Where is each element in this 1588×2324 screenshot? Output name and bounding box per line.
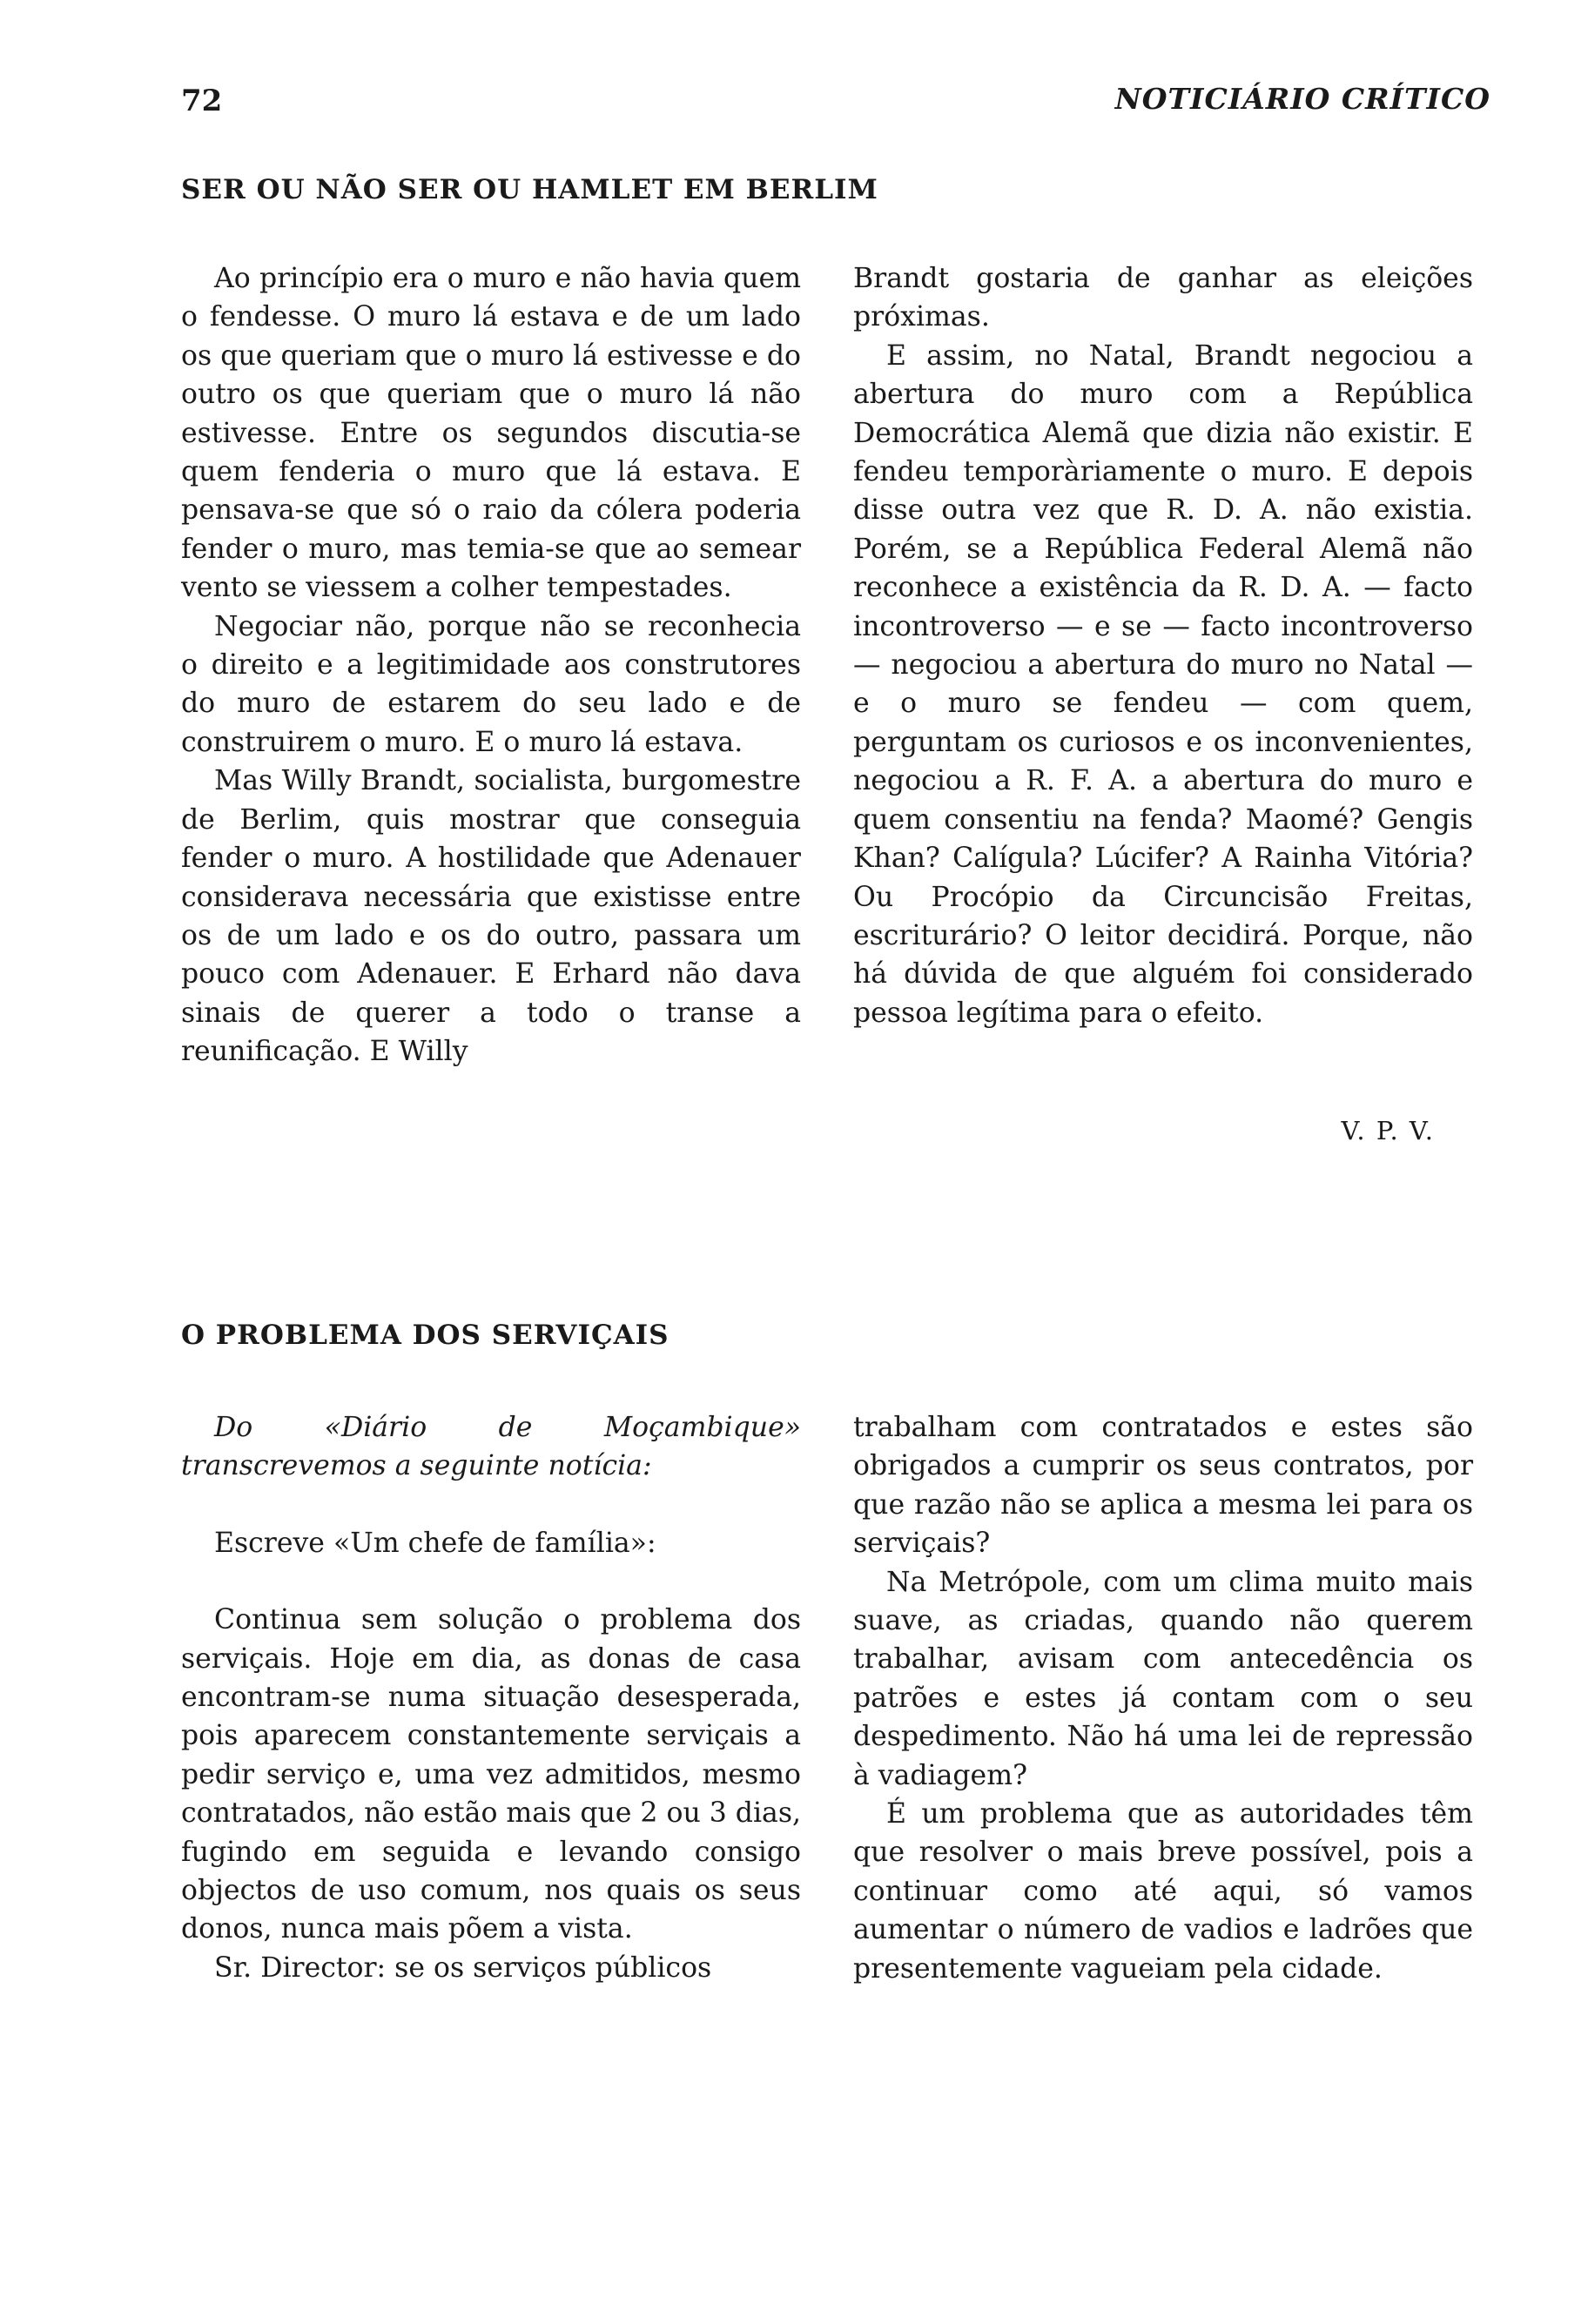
page-number: 72 [181,84,223,118]
article-title-servicais: O PROBLEMA DOS SERVIÇAIS [181,1320,670,1351]
author-signature: V. P. V. [1341,1116,1435,1145]
article2-left-column [181,1408,801,1987]
paragraph: Na Metrópole, com um clima muito mais suave, as criadas, quando não querem trabalhar, avisam com antecedência os patrões e estes já contam com o seu despedimento. Não há uma lei de repressão à vadiagem? [853,1566,1473,1791]
paragraph: Ao princípio era o muro e não havia quem o fendesse. O muro lá estava e de um lado os que queriam que o muro lá estivesse e do outro os que queriam que o muro lá não estivesse. Entre os segundos discutia-se quem fenderia o muro que lá estava. E pensava-se que só o raio da cólera poderia fender o muro, mas temia-se que ao semear vento se viessem a colher tempestades. [181,263,801,604]
article1-left-column [181,259,801,1071]
letter-byline: Escreve «Um chefe de família»: [214,1527,656,1559]
paragraph: Continua sem solução o problema dos serviçais. Hoje em dia, as donas de casa encontram-se numa situação desesperada, pois aparecem constantemente serviçais a pedir serviço e, uma vez admitidos, mesmo contratados, não estão mais que 2 ou 3 dias, fugindo em seguida e levando consigo objectos de uso comum, nos quais os seus donos, nunca mais põem a vista. [181,1604,801,1945]
article1-right-column [853,259,1473,1032]
paragraph: Mas Willy Brandt, socialista, burgomestre de Berlim, quis mostrar que conseguia fender o muro. A hostilidade que Adenauer considerava necessária que existisse entre os de um lado e os do outro, passara um pouco com Adenauer. E Erhard não dava sinais de querer a todo o transe a reunificação. E Willy [181,765,801,1068]
article2-right-column [853,1408,1473,1988]
paragraph: Brandt gostaria de ganhar as eleições próximas. [853,263,1473,333]
paragraph: É um problema que as autoridades têm que resolver o mais breve possível, pois a continuar como até aqui, só vamos aumentar o número de vadios e ladrões que presentemente vagueiam pela cidade. [853,1798,1473,1985]
article-title-hamlet: SER OU NÃO SER OU HAMLET EM BERLIM [181,174,878,205]
intro-note: Do «Diário de Moçambique» transcrevemos a seguinte notícia: [181,1412,801,1482]
paragraph: Negociar não, porque não se reconhecia o direito e a legitimidade aos construtores do muro de estarem do seu lado e de construirem o muro. E o muro lá estava. [181,610,801,758]
running-head: NOTICIÁRIO CRÍTICO [1114,82,1490,116]
paragraph: Sr. Director: se os serviços públicos [214,1951,712,1984]
paragraph: trabalham com contratados e estes são obrigados a cumprir os seus contratos, por que razão não se aplica a mesma lei para os serviçais? [853,1412,1473,1560]
paragraph: E assim, no Natal, Brandt negociou a abertura do muro com a República Democrática Alemã que dizia não existir. E fendeu temporàriamente o muro. E depois disse outra vez que R. D. A. não existia. Porém, se a República Federal Alemã não reconhece a existência da R. D. A. — facto incontroverso — e se — facto incontroverso — negociou a abertura do muro no Natal — e o muro se fendeu — com quem, perguntam os curiosos e os inconvenientes, negociou a R. F. A. a abertura do muro e quem consentiu na fenda? Maomé? Gengis Khan? Calígula? Lúcifer? A Rainha Vitória? Ou Procópio da Circuncisão Freitas, escriturário? O leitor decidirá. Porque, não há dúvida de que alguém foi considerado pessoa legítima para o efeito. [853,339,1473,1029]
